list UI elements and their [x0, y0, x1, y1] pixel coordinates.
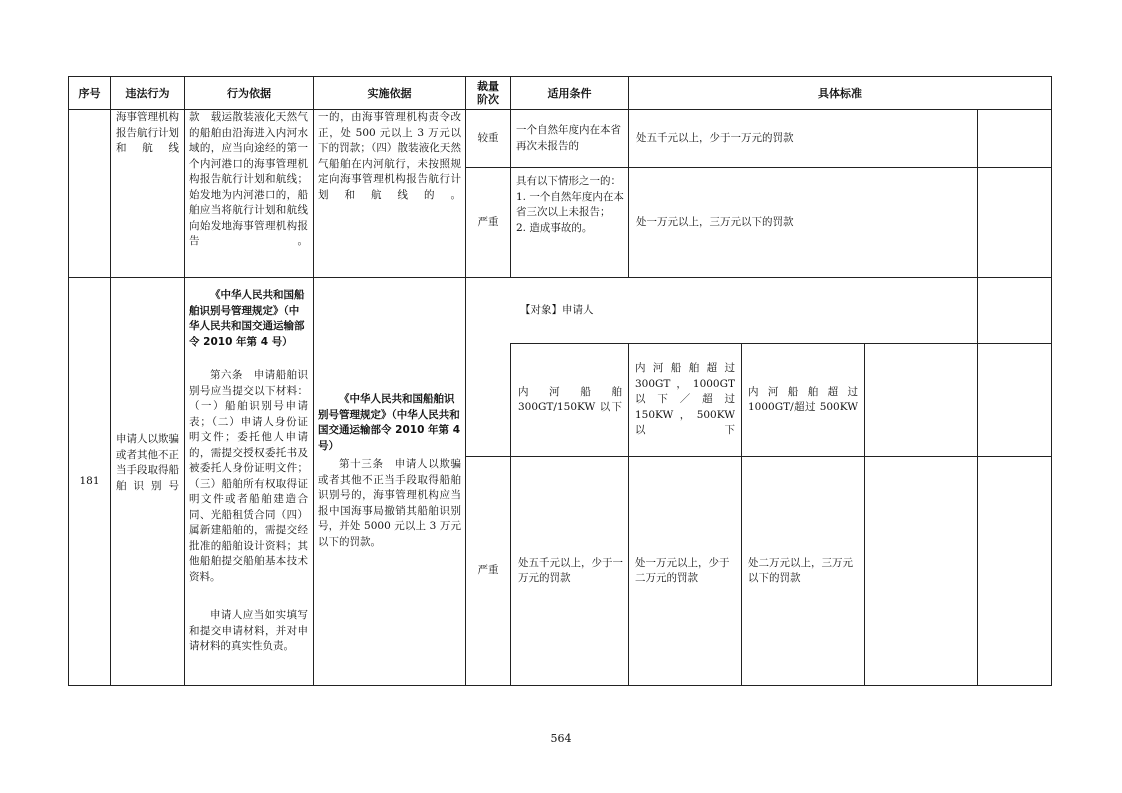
column-divider [864, 343, 865, 686]
page-number: 564 [550, 732, 572, 745]
column-divider [977, 109, 978, 686]
header-level: 裁量 阶次 [477, 80, 499, 106]
prev-condition-1: 一个自然年度内在本省再次未报告的 [516, 124, 621, 152]
prev-standard-1: 处五千元以上，少于一万元的罚款 [636, 131, 794, 144]
table-right-border [1051, 76, 1052, 686]
column-divider [510, 343, 511, 686]
column-divider [110, 76, 111, 686]
row-181-basis-title: 《中华人民共和国船舶识别号管理规定》（中华人民共和国交通运输部令 2010 年第 4 号） [189, 289, 305, 348]
header-violation: 违法行为 [125, 86, 170, 100]
table-bottom-border [68, 685, 1052, 686]
row-181-seq: 181 [79, 474, 100, 487]
header-impl-basis: 实施依据 [367, 86, 412, 100]
row-181-basis-p1: 第六条 申请船舶识别号应当提交以下材料：（一）船舶识别号申请表；（二）申请人身份证明文件；委托他人申请的，需提交授权委托书及被委托人身份证明文件；（三）船舶所有权取得证明文件或者船舶建造合同、光船租赁合同（四）属新建船舶的，需提交经批准的船舶设计资料；其他船舶提交船舶基本技术资料。 [189, 369, 308, 583]
row-181-level: 严重 [477, 564, 499, 577]
prev-impl-basis: 一的，由海事管理机构责令改正，处 500 元以上 3 万元以下的罚款；（四）散装液化天然气船舶在内河航行，未按照规定向海事管理机构报告航行计划和航线的。 [318, 111, 461, 201]
row-181-impl-p1: 第十三条 申请人以欺骗或者其他不正当手段取得船舶识别号的，海事管理机构应当报中国海事局撤销其船舶识别号，并处 5000 元以上 3 万元以下的罚款。 [318, 458, 461, 548]
row-181-std-3: 处二万元以上，三万元以下的罚款 [748, 556, 853, 584]
header-seq: 序号 [78, 86, 101, 100]
prev-basis: 款 载运散装液化天然气的船舶由沿海进入内河水域的，应当向途经的第一个内河港口的海事管理机构报告航行计划和航线；始发地为内河港口的，船舶应当将航行计划和航线向始发地海事管理机构报告。 [189, 111, 308, 247]
row-181-violation: 申请人以欺骗或者其他不正当手段取得船舶识别号 [116, 433, 179, 492]
column-divider [184, 76, 185, 686]
prev-level-1: 较重 [477, 131, 499, 144]
prev-condition-2: 具有以下情形之一的： 1. 一个自然年度内在本省三次以上未报告； 2. 造成事故的。 [516, 175, 624, 234]
row-181-impl-title: 《中华人民共和国船舶识别号管理规定》（中华人民共和国交通运输部令 2010 年第 4 号） [318, 393, 460, 452]
header-basis: 行为依据 [227, 86, 271, 100]
row-181-std-2: 处一万元以上，少于二万元的罚款 [635, 556, 730, 584]
row-181-cat-2: 内河船舶超过 300GT，1000GT 以下／超过 150KW，500KW 以下 [635, 362, 735, 437]
prev-standard-2: 处一万元以上，三万元以下的罚款 [636, 215, 794, 228]
row-181-cat-3: 内河船舶超过 1000GT/超过 500KW [748, 385, 858, 413]
header-conditions: 适用条件 [547, 86, 592, 100]
column-divider [741, 343, 742, 686]
prev-violation: 海事管理机构报告航行计划和航线 [116, 111, 179, 154]
row-181-object: 【对象】申请人 [520, 303, 594, 316]
header-standard: 具体标准 [818, 86, 862, 100]
row-181-std-1: 处五千元以上，少于一万元的罚款 [518, 556, 623, 584]
row-181-basis-p2: 申请人应当如实填写和提交申请材料，并对申请材料的真实性负责。 [189, 609, 308, 652]
row-181-cat-1: 内河船舶 300GT/150KW 以下 [518, 385, 622, 413]
column-divider [313, 76, 314, 686]
column-divider [628, 343, 629, 686]
prev-level-2: 严重 [477, 215, 499, 228]
